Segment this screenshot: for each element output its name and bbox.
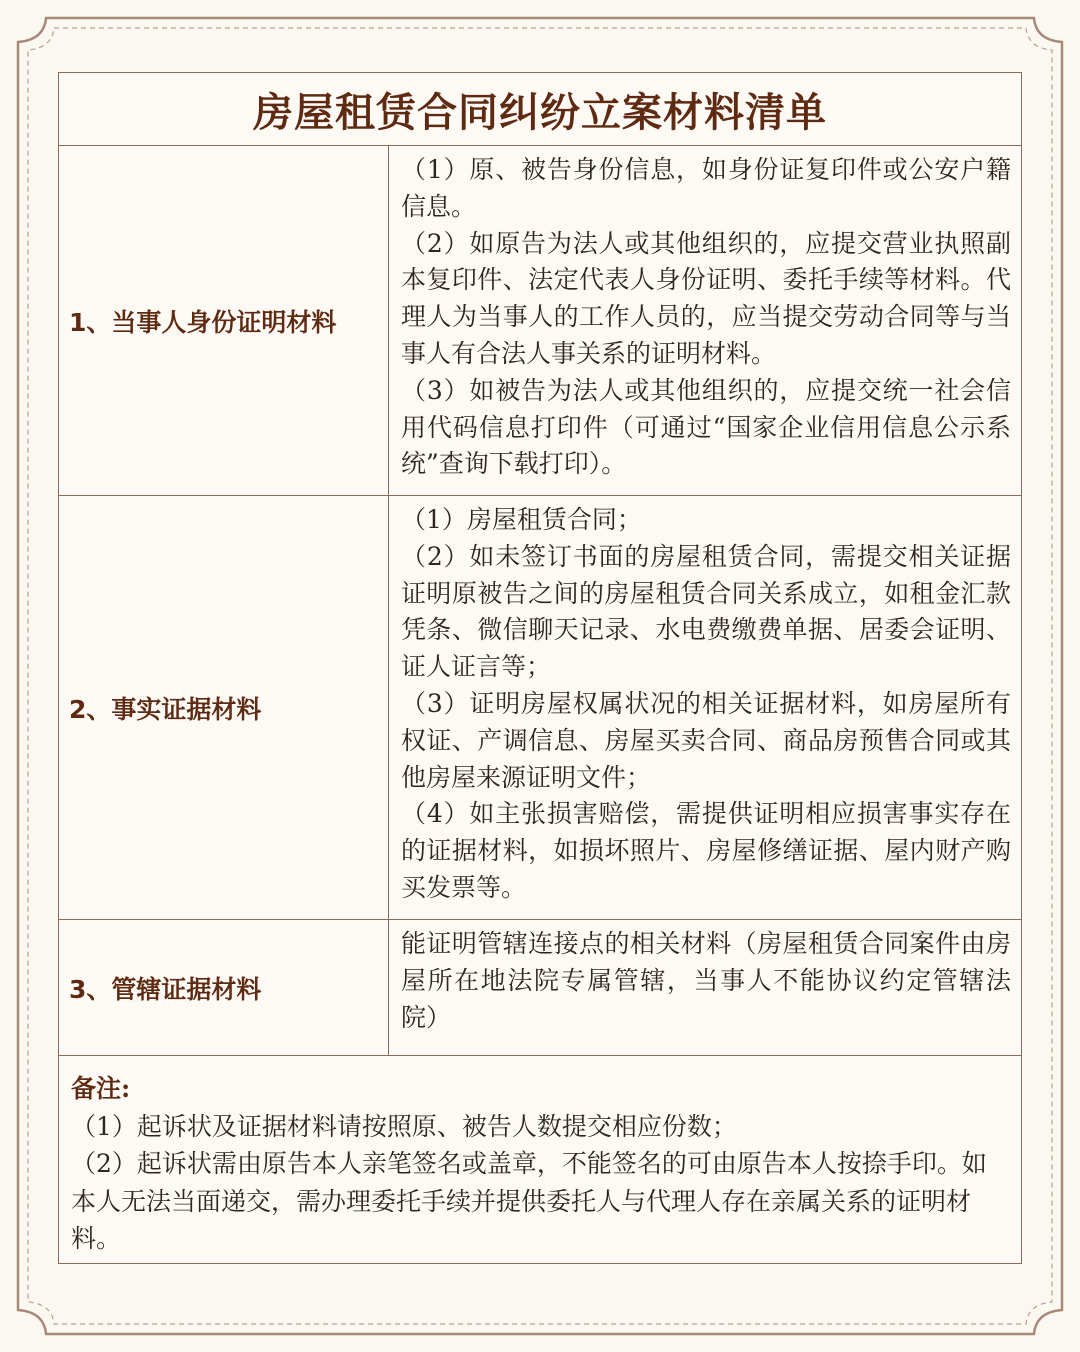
row-label-cell (59, 146, 389, 495)
row-label: 3、管辖证据材料 (69, 974, 262, 1004)
table-row-identity (59, 146, 1021, 496)
title-row (59, 73, 1021, 146)
list-item: （3）如被告为法人或其他组织的，应提交统一社会信用代码信息打印件（可通过“国家企业信用信息公示系统”查询下载打印）。 (401, 375, 1011, 479)
row-label: 2、事实证据材料 (69, 694, 262, 724)
table-row-evidence (59, 496, 1021, 920)
list-item: （2）如未签订书面的房屋租赁合同，需提交相关证据证明原被告之间的房屋租赁合同关系成立，如租金汇款凭条、微信聊天记录、水电费缴费单据、居委会证明、证人证言等； (401, 541, 1011, 682)
notes-title: 备注: (71, 1074, 131, 1103)
row-content-cell (389, 146, 1021, 495)
notes-section (59, 1056, 1021, 1263)
list-item: （4）如主张损害赔偿，需提供证明相应损害事实存在的证据材料，如损坏照片、房屋修缮证据、屋内财产购买发票等。 (401, 799, 1011, 902)
note-item: （1）起诉状及证据材料请按照原、被告人数提交相应份数； (71, 1111, 737, 1141)
list-item: （1）原、被告身份信息，如身份证复印件或公安户籍信息。 (401, 155, 1011, 221)
list-item: （1）房屋租赁合同； (401, 505, 642, 534)
row-content-cell (389, 496, 1021, 919)
materials-table (58, 72, 1022, 1264)
page-title: 房屋租赁合同纠纷立案材料清单 (253, 89, 827, 136)
list-item: （3）证明房屋权属状况的相关证据材料，如房屋所有权证、产调信息、房屋买卖合同、商品房预售合同或其他房屋来源证明文件； (401, 688, 1011, 792)
list-item: 能证明管辖连接点的相关材料（房屋租赁合同案件由房屋所在地法院专属管辖，当事人不能协议约定管辖法院） (401, 929, 1011, 1032)
row-label: 1、当事人身份证明材料 (69, 307, 337, 337)
note-item: （2）起诉状需由原告本人亲笔签名或盖章，不能签名的可由原告本人按捺手印。如本人无法当面递交，需办理委托手续并提供委托人与代理人存在亲属关系的证明材料。 (71, 1149, 987, 1253)
row-content-cell (389, 920, 1021, 1055)
table-row-jurisdiction (59, 920, 1021, 1056)
row-label-cell (59, 496, 389, 919)
list-item: （2）如原告为法人或其他组织的，应提交营业执照副本复印件、法定代表人身份证明、委托手续等材料。代理人为当事人的工作人员的，应当提交劳动合同等与当事人有合法人事关系的证明材料。 (401, 228, 1011, 368)
row-label-cell (59, 920, 389, 1055)
